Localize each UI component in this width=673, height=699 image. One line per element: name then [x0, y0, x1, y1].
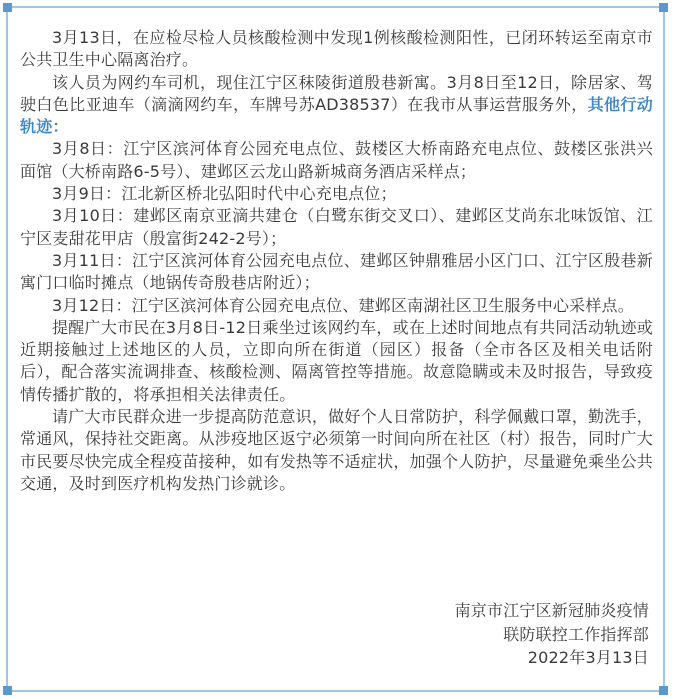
case-info-text: 该人员为网约车司机，现住江宁区秣陵街道殷巷新寓。3月8日至12日，除居家、驾驶白色比亚迪车（滴滴网约车，车牌号苏AD38537）在我市从事运营服务外， [20, 72, 653, 114]
paragraph-reminder: 提醒广大市民在3月8日-12日乘坐过该网约车，或在上述时间地点有共同活动轨迹或近期接触过上述地区的人员，立即向所在街道（园区）报备（全市各区及相关电话附后），配合落实流调排查、核酸检测、隔离管控等措施。故意隐瞒或未及时报告，导致疫情传播扩散的，将承担相关法律责任。 [20, 317, 653, 404]
paragraph-advice: 请广大市民群众进一步提高防范意识，做好个人日常防护，科学佩戴口罩，勤洗手，常通风，保持社交距离。从涉疫地区返宁必须第一时间向所在社区（村）报告，同时广大市民要尽快完成全程疫苗接种，如有发热等不适症状，加强个人防护，尽量避免乘坐公共交通，及时到医疗机构发热门诊就诊。 [20, 407, 653, 493]
trajectory-item-0311: 3月11日：江宁区滨河体育公园充电点位、建邺区钟鼎雅居小区门口、江宁区殷巷新寓门口临时摊点（地锅传奇殷巷店附近）； [20, 250, 653, 293]
signature-block [455, 599, 649, 670]
corner-decoration [659, 686, 668, 695]
corner-decoration [3, 686, 12, 695]
signature-date: 2022年3月13日 [527, 648, 649, 667]
signature-org-line1: 南京市江宁区新冠肺炎疫情 [454, 601, 649, 620]
trajectory-heading: 其他行动轨迹： [20, 94, 653, 137]
trajectory-item-0308: 3月8日：江宁区滨河体育公园充电点位、鼓楼区大桥南路充电点位、鼓楼区张洪兴面馆（大桥南路6-5号）、建邺区云龙山路新城商务酒店采样点； [20, 139, 653, 181]
paragraph-positive-case: 3月13日，在应检尽检人员核酸检测中发现1例核酸检测阳性，已闭环转运至南京市公共卫生中心隔离治疗。 [20, 28, 653, 70]
corner-decoration [3, 3, 12, 12]
notice-body [20, 27, 653, 495]
paragraph-case-info [20, 72, 653, 139]
corner-decoration [659, 3, 668, 12]
trajectory-item-0310: 3月10日：建邺区南京亚滴共建仓（白鹭东街交叉口）、建邺区艾尚东北味饭馆、江宁区麦甜花甲店（殷富街242-2号）； [20, 206, 653, 248]
signature-org-line2: 联防联控工作指挥部 [503, 624, 649, 644]
trajectory-item-0312: 3月12日：江宁区滨河体育公园充电点位、建邺区南湖社区卫生服务中心采样点。 [52, 295, 634, 315]
trajectory-item-0309: 3月9日：江北新区桥北弘阳时代中心充电点位； [52, 184, 397, 204]
